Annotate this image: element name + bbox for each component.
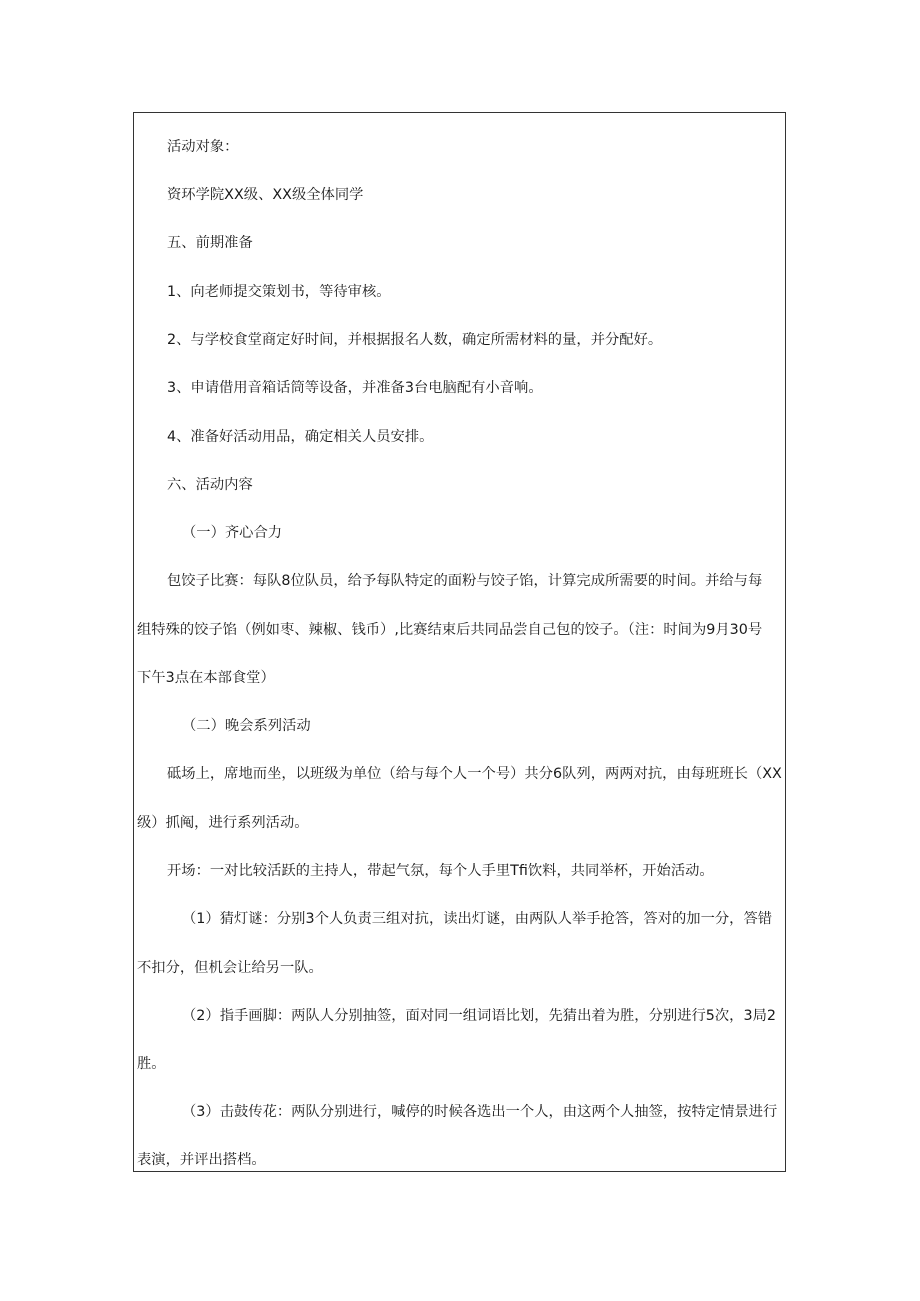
text-line: （1）猜灯谜：分别3个人负责三组对抗，读出灯谜，由两队人举手抢答，答对的加一分，答错 — [182, 911, 773, 927]
text-line: 3、申请借用音箱话筒等设备，并准备3台电脑配有小音响。 — [167, 380, 543, 396]
section-heading: 五、前期准备 — [167, 235, 253, 251]
text-line: 2、与学校食堂商定好时间，并根据报名人数，确定所需材料的量，并分配好。 — [167, 332, 663, 348]
text-line: 开场：一对比较活跃的主持人，带起气氛，每个人手里Tfi饮料，共同举杯，开始活动。 — [167, 863, 714, 879]
text-line: 组特殊的饺子馅（例如枣、辣椒、钱币）,比赛结束后共同品尝自己包的饺子。（注：时间为9月30号 — [137, 622, 763, 638]
text-line: 包饺子比赛：每队8位队员，给予每队特定的面粉与饺子馅，计算完成所需要的时间。并给与每 — [167, 573, 763, 589]
text-line: 1、向老师提交策划书，等待审核。 — [167, 284, 391, 300]
text-line: 级）抓阄，进行系列活动。 — [137, 815, 309, 831]
subsection-heading: （一）齐心合力 — [182, 525, 283, 541]
text-line: 活动对象： — [167, 139, 239, 155]
text-line: 表演，并评出搭档。 — [137, 1152, 266, 1168]
subsection-heading: （二）晚会系列活动 — [182, 718, 311, 734]
text-line: 4、准备好活动用品，确定相关人员安排。 — [167, 429, 434, 445]
text-line: 砥场上，席地而坐，以班级为单位（给与每个人一个号）共分6队列，两两对抗，由每班班长（XX — [167, 766, 782, 782]
text-line: 不扣分，但机会让给另一队。 — [137, 960, 323, 976]
text-line: （2）指手画脚：两队人分别抽签，面对同一组词语比划，先猜出着为胜，分别进行5次，3局2 — [182, 1008, 776, 1024]
text-line: 胜。 — [137, 1056, 166, 1072]
section-heading: 六、活动内容 — [167, 477, 253, 493]
text-line: 下午3点在本部食堂） — [137, 670, 275, 686]
text-line: 资环学院XX级、XX级全体同学 — [167, 187, 364, 203]
text-line: （3）击鼓传花：两队分别进行，喊停的时候各选出一个人，由这两个人抽签，按特定情景进行 — [182, 1104, 778, 1120]
